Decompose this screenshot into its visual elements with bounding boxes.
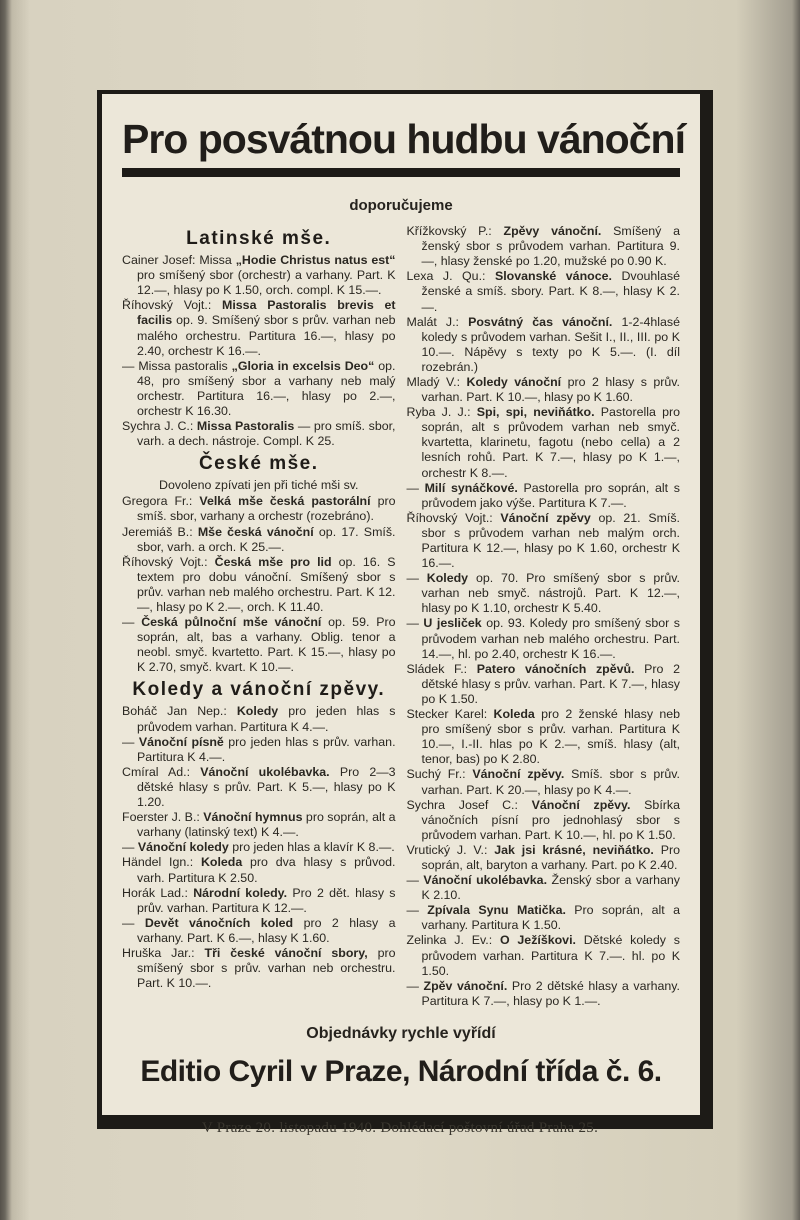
work-title: Zpěv vánoční. bbox=[423, 978, 508, 993]
entry-text: Smíšený a ženský sbor s průvodem varhan. Partitura 9.—, hlasy ženské po 1.20, mužské po 0.90 K. bbox=[421, 224, 680, 269]
entry-text: Křížkovský P.: bbox=[406, 224, 504, 239]
catalog-entry bbox=[122, 525, 396, 555]
work-title: Patero vánočních zpěvů. bbox=[476, 661, 635, 676]
catalog-entry bbox=[122, 765, 396, 810]
work-title: Vánoční hymnus bbox=[203, 810, 303, 825]
entry-text: Händel Ign.: bbox=[122, 855, 201, 870]
work-title: Spi, spi, neviňátko. bbox=[476, 405, 595, 420]
entry-text: Pro 2 dět. hlasy s prův. varhan. Partitura K 12.—. bbox=[137, 885, 396, 915]
entry-text: pro 2 hlasy s prův. varhan. Part. K 10.—, hlasy po K 1.60. bbox=[421, 374, 680, 405]
publisher-line: Editio Cyril v Praze, Národní třída č. 6. bbox=[140, 1054, 662, 1088]
entry-text: Pastorella pro soprán, alt s průvodem varhan neb smyč. kvartetta, klarinetu, fagotu (nebo cella) a 2 lesních rohů. Part. K 7.—, hlasy po K 1.—, orchestr K 8.—. bbox=[421, 405, 680, 480]
catalog-entry bbox=[407, 798, 681, 843]
entry-text: pro 2 hlasy a varhany. Part. K 6.—, hlasy K 1.60. bbox=[137, 915, 396, 945]
entry-text: Suchý Fr.: bbox=[406, 767, 473, 782]
entry-text: pro smíšený sbor s prův. varhan neb orchestru. Part. K 10.—. bbox=[137, 945, 396, 991]
entry-text: pro jeden hlas a klavír K 8.—. bbox=[228, 840, 395, 855]
catalog-entry bbox=[407, 767, 681, 797]
entry-text: pro smíšený sbor (orchestr) a varhany. Part. K 12.—, hlasy po K 1.50, orch. compl. K 15.—. bbox=[137, 268, 396, 298]
catalog-entry bbox=[122, 810, 396, 840]
catalog-entry bbox=[407, 707, 681, 767]
entry-text: Dvouhlasé ženské a smíš. sbory. Part. K 8.—, hlasy K 2.—. bbox=[421, 269, 680, 314]
catalog-entry bbox=[407, 933, 681, 978]
entry-text: Boháč Jan Nep.: bbox=[122, 704, 237, 719]
entry-text: Smíš. sbor s prův. varhan. Part. K 20.—, hlasy po K 4.—. bbox=[421, 767, 680, 797]
entry-text: op. 70. Pro smíšený sbor s prův. varhan neb smyč. nástrojů. Part. K 12.—, hlasy po K 1.10, orchestr K 5.40. bbox=[421, 571, 680, 616]
work-title: Vánoční ukolébavka. bbox=[200, 764, 330, 779]
entry-text: — bbox=[406, 978, 424, 993]
entry-text: op. 21. Smíš. sbor s průvodem varhan neb malým orch. Partitura K 12.—, hlasy po K 1.60, orchestr K 16.—. bbox=[421, 510, 680, 571]
entry-text: Mladý V.: bbox=[406, 374, 467, 389]
work-title: Vánoční písně bbox=[138, 734, 224, 749]
catalog-columns bbox=[122, 224, 680, 1009]
work-title: Milí synáčkové. bbox=[424, 480, 518, 495]
entry-text: pro jeden hlas s průvodem varhan. Partitura K 4.—. bbox=[137, 704, 396, 734]
work-title: Tři české vánoční sbory, bbox=[204, 945, 368, 960]
imprint-line: V Praze 20. listopadu 1940. Dohlédací poštovní úřad Praha 25. bbox=[201, 1120, 599, 1136]
entry-text: op. 59. Pro soprán, alt, bas a varhany. Oblig. tenor a neobl. smyč. kvartetto. Part. K 15.—, hlasy po K 2.70, smyč. kvart. K 10.—. bbox=[137, 615, 396, 675]
entry-text: Jeremiáš B.: bbox=[122, 524, 198, 539]
work-title: „Hodie Christus natus est“ bbox=[235, 253, 396, 268]
catalog-entry bbox=[407, 979, 681, 1009]
entry-text: Foerster J. B.: bbox=[122, 810, 204, 825]
catalog-entry bbox=[122, 253, 396, 298]
work-title: Koledy bbox=[236, 704, 279, 719]
page-title: Pro posvátnou hudbu vánoční bbox=[122, 116, 685, 162]
entry-text: pro 2 ženské hlasy neb pro smíšený sbor s prův. varhan. Partitura K 10.—, I.-II. hlas po K 2.—, smíš. hlasy (alt, tenor, bas) po K 2.80. bbox=[421, 707, 681, 767]
entry-text: Pro soprán, alt a varhany. Partitura K 1.50. bbox=[421, 903, 680, 933]
work-title: „Gloria in excelsis Deo“ bbox=[231, 358, 375, 373]
entry-text: pro soprán, alt a varhany (latinský text) K 4.—. bbox=[137, 810, 396, 840]
catalog-entry bbox=[407, 843, 681, 873]
entry-text: Hruška Jar.: bbox=[122, 945, 205, 960]
work-title: Česká mše pro lid bbox=[214, 554, 332, 569]
catalog-entry bbox=[407, 375, 681, 405]
catalog-entry bbox=[122, 735, 396, 765]
entry-text: Stecker Karel: bbox=[406, 707, 494, 722]
work-title: U jesliček bbox=[423, 616, 482, 631]
work-title: Zpěvy vánoční. bbox=[503, 224, 602, 239]
catalog-entry bbox=[407, 903, 681, 933]
work-title: Koledy vánoční bbox=[466, 374, 562, 389]
catalog-entry bbox=[122, 298, 396, 358]
work-title: Devět vánočních koled bbox=[144, 915, 294, 930]
catalog-entry bbox=[407, 873, 681, 903]
catalog-entry bbox=[122, 704, 396, 734]
title-rule bbox=[122, 168, 680, 177]
catalog-entry bbox=[122, 494, 396, 524]
catalog-entry bbox=[407, 405, 681, 480]
work-title: Národní koledy. bbox=[193, 885, 288, 900]
entry-text: Pastorella pro soprán, alt s průvodem jako výše. Partitura K 7.—. bbox=[421, 480, 680, 510]
work-title: O Ježíškovi. bbox=[499, 933, 576, 948]
work-title: Missa Pastoralis bbox=[196, 419, 295, 434]
work-title: Vánoční zpěvy bbox=[500, 510, 591, 525]
catalog-entry bbox=[122, 419, 396, 449]
entry-text: 1-2-4hlasé koledy s průvodem varhan. Sešit I., II., III. po K 10.—. Nápěvy s texty po K 5.—. (I. díl rozebrán.) bbox=[421, 314, 680, 374]
entry-text: Horák Lad.: bbox=[122, 885, 194, 900]
entry-text: — bbox=[406, 480, 425, 495]
entry-text: Pro 2 dětské hlasy a varhany. Partitura K 7.—, hlasy po K 1.—. bbox=[421, 978, 680, 1008]
entry-text: — bbox=[122, 915, 145, 930]
entry-text: Gregora Fr.: bbox=[122, 494, 200, 509]
catalog-entry bbox=[122, 840, 396, 855]
entry-text: Říhovský Vojt.: bbox=[122, 298, 223, 313]
entry-text: Sládek F.: bbox=[406, 661, 477, 676]
work-title: Koleda bbox=[200, 855, 243, 870]
entry-text: Sychra Josef C.: bbox=[406, 797, 532, 812]
right-column bbox=[407, 224, 681, 1009]
catalog-entry bbox=[407, 511, 681, 571]
entry-text: — bbox=[122, 615, 142, 630]
entry-text: Dětské koledy s průvodem varhan. Partitura K 7.—. hl. po K 1.50. bbox=[421, 933, 680, 978]
section-heading: Latinské mše. bbox=[186, 228, 332, 250]
catalog-entry bbox=[407, 481, 681, 511]
entry-text: pro smíš. sbor, varhany a orchestr (rozebráno). bbox=[137, 494, 396, 524]
catalog-entry bbox=[407, 616, 681, 661]
entry-text: op. 16. S textem pro dobu vánoční. Smíšený sbor s prův. varhan neb malého orchestru. Part. K 12.—, hlasy po K 2.—, orch. K 11.40. bbox=[137, 554, 396, 615]
subtitle: doporučujeme bbox=[349, 197, 453, 215]
catalog-entry bbox=[407, 662, 681, 707]
entry-text: Pro 2—3 dětské hlasy s prův. Part. K 5.—, hlasy po K 1.20. bbox=[137, 764, 396, 810]
catalog-entry bbox=[122, 855, 396, 885]
entry-text: Cmíral Ad.: bbox=[122, 764, 201, 779]
work-title: Slovanské vánoce. bbox=[494, 269, 612, 284]
catalog-entry bbox=[122, 946, 396, 991]
entry-text: Cainer Josef: Missa bbox=[122, 253, 236, 268]
work-title: Vánoční zpěvy. bbox=[472, 767, 565, 782]
section-heading: Koledy a vánoční zpěvy. bbox=[132, 679, 386, 701]
entry-text: Pro 2 dětské hlasy s prův. varhan. Part. K 7.—, hlasy po K 1.50. bbox=[421, 661, 680, 706]
catalog-entry bbox=[122, 615, 396, 675]
entry-text: — bbox=[406, 616, 424, 631]
entry-text: — bbox=[406, 903, 428, 918]
work-title: Vánoční ukolébavka. bbox=[423, 873, 548, 888]
catalog-entry bbox=[122, 916, 396, 946]
entry-text: op. 9. Smíšený sbor s prův. varhan neb malého orchestru. Partitura 16.—, hlasy po 2.40, orchestr K 16.—. bbox=[137, 313, 396, 358]
work-title: Koledy bbox=[426, 571, 469, 586]
work-title: Posvátný čas vánoční. bbox=[468, 314, 613, 329]
entry-text: — bbox=[406, 873, 424, 888]
work-title: Jak jsi krásné, neviňátko. bbox=[494, 842, 654, 857]
section-note: Dovoleno zpívati jen při tiché mši sv. bbox=[159, 478, 359, 493]
entry-text: op. 48, pro smíšený sbor a varhany neb malý orchestr. Partitura 16.—, hlasy po 2.—, orchestr K 16.30. bbox=[137, 358, 396, 418]
catalog-entry bbox=[407, 269, 681, 314]
entry-text: Zelinka J. Ev.: bbox=[406, 933, 500, 948]
footer-note: Objednávky rychle vyřídí bbox=[306, 1024, 496, 1042]
work-title: Vánoční koledy bbox=[137, 840, 229, 855]
entry-text: — bbox=[406, 571, 427, 586]
entry-text: Lexa J. Qu.: bbox=[406, 269, 495, 284]
entry-text: op. 93. Koledy pro smíšený sbor s průvodem varhan neb malého orchestru. Part. 14.—, hl. po 2.40, orchestr K 16.—. bbox=[421, 616, 680, 661]
entry-text: — pro smíš. sbor, varh. a dech. nástroje. Compl. K 25. bbox=[137, 419, 396, 449]
entry-text: — Missa pastoralis bbox=[122, 358, 232, 373]
advert-box bbox=[97, 90, 713, 1129]
work-title: Mše česká vánoční bbox=[197, 524, 314, 539]
work-title: Zpívala Synu Matička. bbox=[427, 903, 566, 918]
entry-text: Ryba J. J.: bbox=[406, 405, 477, 420]
catalog-entry bbox=[122, 359, 396, 419]
work-title: Vánoční zpěvy. bbox=[531, 797, 631, 812]
work-title: Missa Pastoralis brevis et facilis bbox=[137, 298, 396, 328]
entry-text: Říhovský Vojt.: bbox=[406, 510, 501, 525]
section-heading: České mše. bbox=[198, 453, 319, 475]
entry-text: Říhovský Vojt.: bbox=[122, 554, 215, 569]
entry-text: op. 17. Smíš. sbor, varh. a orch. K 25.—. bbox=[137, 524, 396, 554]
entry-text: — bbox=[122, 734, 139, 749]
work-title: Velká mše česká pastorální bbox=[199, 494, 371, 509]
catalog-entry bbox=[122, 555, 396, 615]
left-column bbox=[122, 224, 396, 1009]
entry-text: Sbírka vánočních písní pro jednohlasý sbor s průvodem varhan. Part. K 10.—, hl. po K 1.50. bbox=[421, 797, 680, 842]
work-title: Koleda bbox=[493, 707, 535, 722]
entry-text: pro jeden hlas s prův. varhan. Partitura K 4.—. bbox=[137, 734, 396, 764]
catalog-entry bbox=[122, 886, 396, 916]
entry-text: Malát J.: bbox=[406, 314, 469, 329]
entry-text: Pro soprán, alt, baryton a varhany. Part. po K 2.40. bbox=[421, 842, 680, 872]
entry-text: Sychra J. C.: bbox=[122, 419, 197, 434]
entry-text: Ženský sbor a varhany K 2.10. bbox=[421, 873, 680, 903]
catalog-entry bbox=[407, 315, 681, 375]
entry-text: pro dva hlasy s průvod. varh. Partitura K 2.50. bbox=[137, 855, 396, 885]
entry-text: Vrutický J. V.: bbox=[406, 842, 495, 857]
catalog-entry bbox=[407, 224, 681, 269]
work-title: Česká půlnoční mše vánoční bbox=[141, 615, 322, 630]
catalog-entry bbox=[407, 571, 681, 616]
entry-text: — bbox=[122, 840, 138, 855]
